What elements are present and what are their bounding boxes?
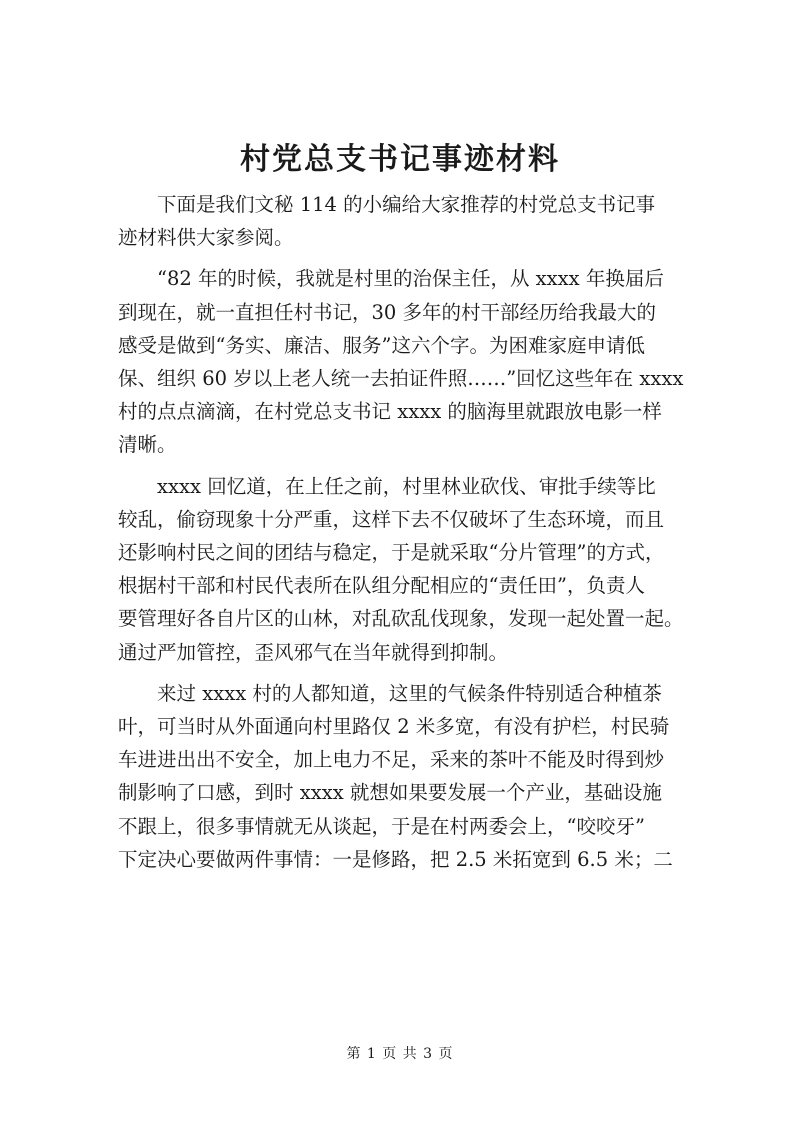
paragraph-quote (118, 262, 706, 461)
paragraph-line: 要管理好各自片区的山林，对乱砍乱伐现象，发现一起处置一起。 (118, 607, 684, 631)
paragraph-line: 下面是我们文秘 114 的小编给大家推荐的村党总支书记事 (157, 193, 656, 216)
paragraph-line: 根据村干部和村民代表所在队组分配相应的“责任田”，负责人 (118, 574, 645, 598)
paragraph-line: 迹材料供大家参阅。 (118, 226, 294, 250)
document-title: 村党总支书记事迹材料 (240, 142, 560, 177)
paragraph-line: 叶，可当时从外面通向村里路仅 2 米多宽，有没有护栏，村民骑 (118, 715, 670, 739)
page-footer: 第 1 页 共 3 页 (346, 1046, 454, 1062)
paragraph-line: 通过严加管控，歪风邪气在当年就得到抑制。 (118, 640, 509, 664)
paragraph-line: 不跟上，很多事情就无从谈起，于是在村两委会上，“咬咬牙” (118, 814, 645, 838)
paragraph-line: 来过 xxxx 村的人都知道，这里的气候条件特别适合种植茶 (157, 681, 662, 705)
paragraph-intro (118, 188, 706, 254)
paragraph-line: 保、组织 60 岁以上老人统一去拍证件照……”回忆这些年在 xxxx (118, 367, 684, 391)
paragraph-line: “82 年的时候，我就是村里的治保主任，从 xxxx 年换届后 (157, 267, 664, 291)
paragraph-line: 感受是做到“务实、廉洁、服务”这六个字。为困难家庭申请低 (118, 333, 645, 357)
paragraph-line: 还影响村民之间的团结与稳定，于是就采取“分片管理”的方式， (118, 541, 665, 565)
paragraph-line: 下定决心要做两件事情：一是修路，把 2.5 米拓宽到 6.5 米；二 (118, 847, 673, 871)
paragraph-line: 制影响了口感，到时 xxxx 就想如果要发展一个产业，基础设施 (118, 781, 662, 805)
paragraph-line: 较乱，偷窃现象十分严重，这样下去不仅破坏了生态环境，而且 (118, 507, 665, 531)
document-body (118, 188, 706, 884)
paragraph-line: 到现在，就一直担任村书记，30 多年的村干部经历给我最大的 (118, 300, 657, 324)
paragraph-line: xxxx 回忆道，在上任之前，村里林业砍伐、审批手续等比 (157, 474, 656, 498)
paragraph-line: 清晰。 (118, 433, 177, 457)
paragraph-line: 村的点点滴滴，在村党总支书记 xxxx 的脑海里就跟放电影一样 (118, 400, 662, 424)
paragraph-line: 车进进出出不安全，加上电力不足，采来的茶叶不能及时得到炒 (118, 748, 665, 772)
paragraph-management (118, 470, 706, 669)
paragraph-tea-road (118, 677, 706, 876)
